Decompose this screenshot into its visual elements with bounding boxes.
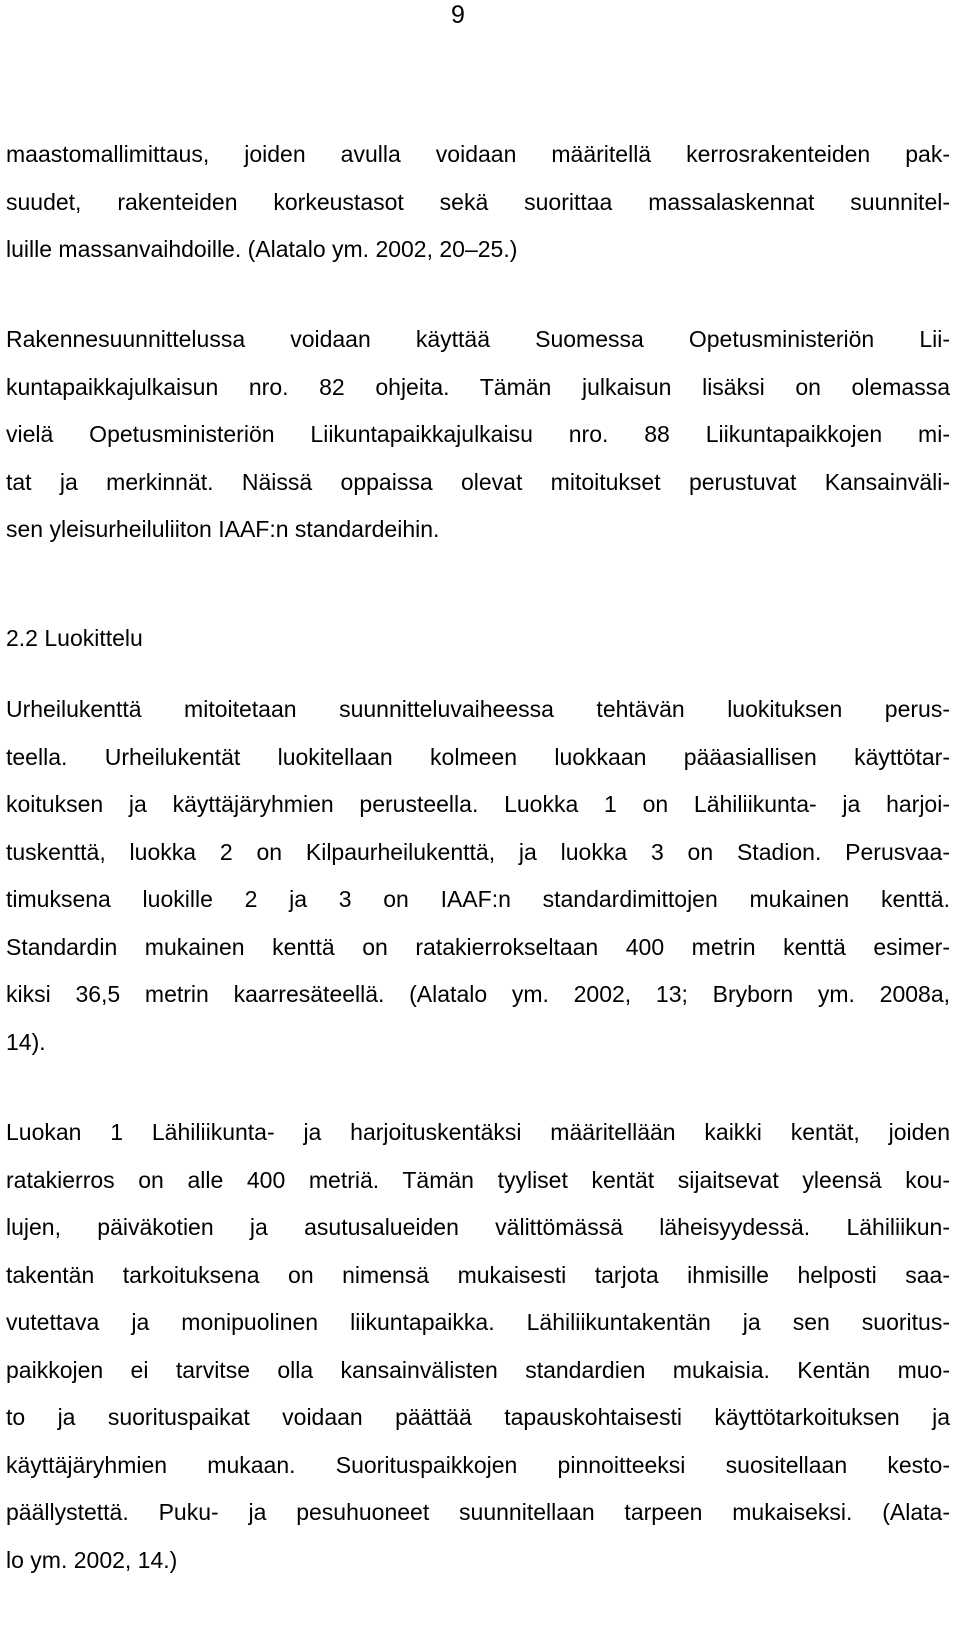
- text-line: kuntapaikkajulkaisun nro. 82 ohjeita. Tämän julkaisun lisäksi on olemassa: [6, 373, 950, 400]
- text-line: paikkojen ei tarvitse olla kansainvälisten standardien mukaisia. Kentän muo-: [6, 1356, 950, 1383]
- paragraph-1: [6, 131, 950, 274]
- text-line: käyttäjäryhmien mukaan. Suorituspaikkojen pinnoitteeksi suositellaan kesto-: [6, 1451, 950, 1478]
- text-line: suudet, rakenteiden korkeustasot sekä suorittaa massalaskennat suunnitel-: [6, 188, 950, 215]
- text-line: vielä Opetusministeriön Liikuntapaikkajulkaisu nro. 88 Liikuntapaikkojen mi-: [6, 421, 950, 447]
- text-line: ratakierros on alle 400 metriä. Tämän tyyliset kentät sijaitsevat yleensä kou-: [6, 1166, 950, 1193]
- text-line: lujen, päiväkotien ja asutusalueiden välittömässä läheisyydessä. Lähiliikun-: [6, 1214, 950, 1240]
- text-line: päällystettä. Puku- ja pesuhuoneet suunnitellaan tarpeen mukaiseksi. (Alata-: [6, 1499, 950, 1525]
- text-line: Rakennesuunnittelussa voidaan käyttää Suomessa Opetusministeriön Lii-: [6, 326, 950, 352]
- text-line: timuksena luokille 2 ja 3 on IAAF:n standardimittojen mukainen kenttä.: [6, 886, 950, 912]
- paragraph-3: [6, 686, 950, 1066]
- text-line: teella. Urheilukentät luokitellaan kolmeen luokkaan pääasiallisen käyttötar-: [6, 743, 950, 770]
- text-line: 14).: [6, 1028, 46, 1055]
- text-line: takentän tarkoituksena on nimensä mukaisesti tarjota ihmisille helposti saa-: [6, 1261, 950, 1288]
- text-line: Standardin mukainen kenttä on ratakierrokseltaan 400 metrin kenttä esimer-: [6, 933, 950, 960]
- text-line: to ja suorituspaikat voidaan päättää tapauskohtaisesti käyttötarkoituksen ja: [6, 1404, 950, 1430]
- text-line: kiksi 36,5 metrin kaarresäteellä. (Alatalo ym. 2002, 13; Bryborn ym. 2008a,: [6, 981, 950, 1007]
- paragraph-2: [6, 316, 950, 554]
- text-line: koituksen ja käyttäjäryhmien perusteella. Luokka 1 on Lähiliikunta- ja harjoi-: [6, 791, 950, 817]
- section-heading: 2.2 Luokittelu: [6, 625, 143, 651]
- text-line: maastomallimittaus, joiden avulla voidaan määritellä kerrosrakenteiden pak-: [6, 141, 950, 167]
- text-line: tat ja merkinnät. Näissä oppaissa olevat mitoitukset perustuvat Kansainväli-: [6, 468, 950, 495]
- text-line: vutettava ja monipuolinen liikuntapaikka. Lähiliikuntakentän ja sen suoritus-: [6, 1309, 950, 1335]
- page-number: 9: [451, 1, 465, 29]
- text-line: lo ym. 2002, 14.): [6, 1546, 178, 1573]
- text-line: sen yleisurheiluliiton IAAF:n standardeihin.: [6, 516, 440, 542]
- text-line: luille massanvaihdoille. (Alatalo ym. 2002, 20–25.): [6, 236, 518, 262]
- text-line: Luokan 1 Lähiliikunta- ja harjoituskentäksi määritellään kaikki kentät, joiden: [6, 1119, 950, 1145]
- text-line: tuskenttä, luokka 2 on Kilpaurheilukenttä, ja luokka 3 on Stadion. Perusvaa-: [6, 838, 950, 865]
- text-line: Urheilukenttä mitoitetaan suunnitteluvaiheessa tehtävän luokituksen perus-: [6, 696, 950, 722]
- paragraph-4: [6, 1109, 950, 1584]
